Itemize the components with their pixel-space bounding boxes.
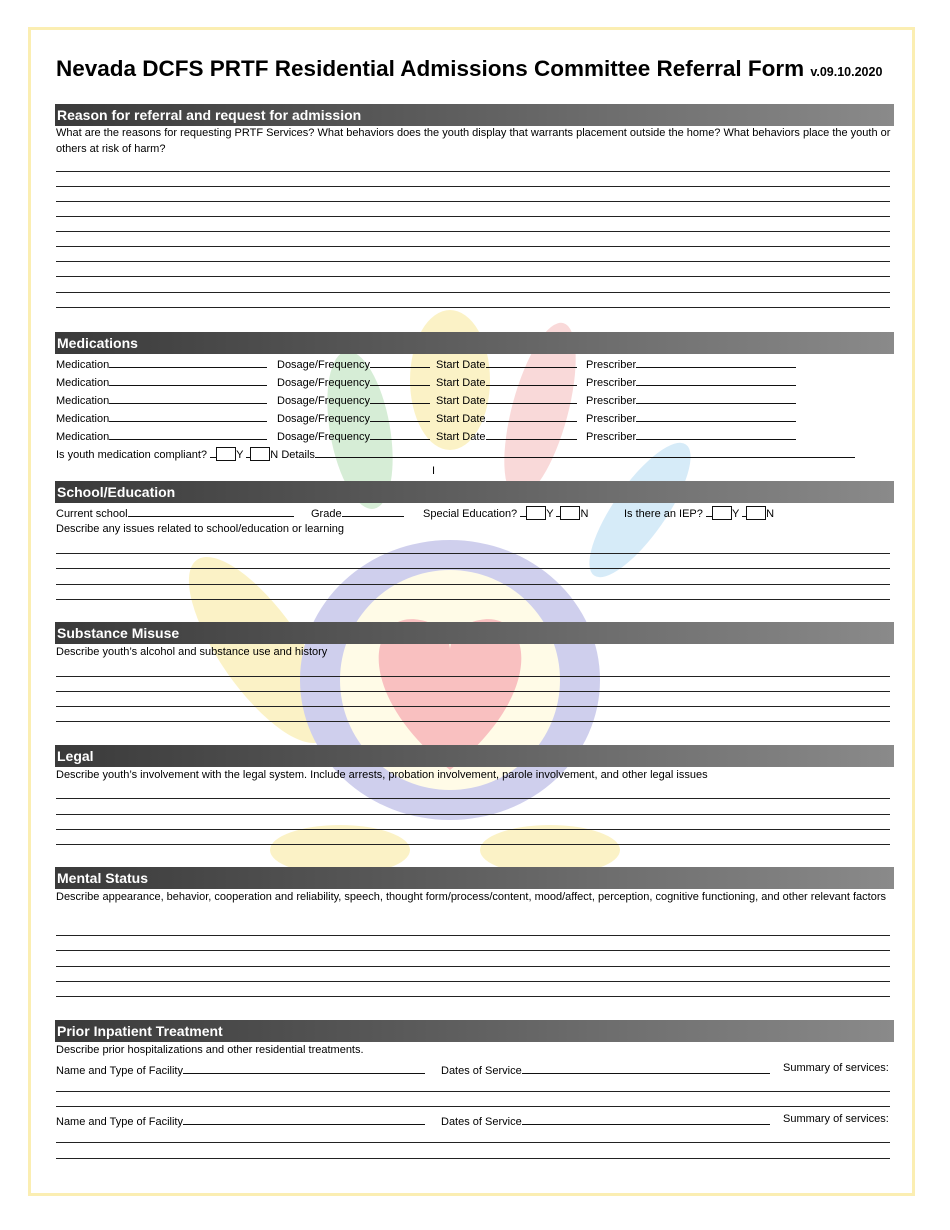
medication-field[interactable] [109,410,267,422]
dosage-field[interactable] [370,392,430,404]
section-header-medications: Medications [55,332,894,354]
prescriber-field[interactable] [636,374,796,386]
prescriber-group [586,428,796,443]
answer-line[interactable] [56,1091,890,1092]
answer-line[interactable] [56,171,890,172]
medication-label: Medication [56,395,110,407]
start-date-group [436,428,577,443]
dates-group [441,1062,770,1077]
answer-line[interactable] [56,584,890,585]
start-date-group [436,374,577,389]
no-label: N [580,508,589,520]
dates-field[interactable] [522,1062,770,1074]
compliant-no-checkbox[interactable] [250,447,270,461]
answer-line[interactable] [56,996,890,997]
medication-label: Medication [56,377,110,389]
dosage-field[interactable] [370,428,430,440]
dosage-label: Dosage/Frequency [277,359,370,371]
answer-line[interactable] [56,1142,890,1143]
answer-line[interactable] [56,966,890,967]
medication-field[interactable] [109,374,267,386]
facility-group [56,1113,425,1128]
start-date-group [436,410,577,425]
grade-field[interactable] [342,505,404,517]
substance-prompt: Describe youth’s alcohol and substance use and history [56,646,328,658]
answer-line[interactable] [56,1106,890,1107]
prescriber-group [586,374,796,389]
medication-row [56,374,267,389]
answer-line[interactable] [56,1158,890,1159]
yes-label: Y [236,449,244,461]
special-ed-group [423,505,588,520]
start-date-field[interactable] [486,410,577,422]
start-date-group [436,392,577,407]
dosage-field[interactable] [370,356,430,368]
answer-line[interactable] [56,798,890,799]
answer-line[interactable] [56,981,890,982]
dosage-label: Dosage/Frequency [277,395,370,407]
answer-line[interactable] [56,950,890,951]
medication-field[interactable] [109,392,267,404]
answer-line[interactable] [56,599,890,600]
start-date-label: Start Date [436,359,486,371]
start-date-field[interactable] [486,392,577,404]
prescriber-group [586,410,796,425]
answer-line[interactable] [56,553,890,554]
dosage-field[interactable] [370,374,430,386]
medication-label: Medication [56,359,110,371]
current-school-field[interactable] [128,505,294,517]
answer-line[interactable] [56,292,890,293]
facility-label: Name and Type of Facility [56,1116,183,1128]
answer-line[interactable] [56,201,890,202]
start-date-field[interactable] [486,374,577,386]
prescriber-field[interactable] [636,356,796,368]
grade-label: Grade [311,508,342,520]
answer-line[interactable] [56,307,890,308]
medication-field[interactable] [109,428,267,440]
facility-group [56,1062,425,1077]
section-header-substance: Substance Misuse [55,622,894,644]
start-date-field[interactable] [486,428,577,440]
answer-line[interactable] [56,276,890,277]
summary-label: Summary of services: [783,1062,889,1074]
dates-label: Dates of Service [441,1065,522,1077]
prescriber-field[interactable] [636,410,796,422]
answer-line[interactable] [56,261,890,262]
prescriber-field[interactable] [636,392,796,404]
medication-field[interactable] [109,356,267,368]
legal-prompt: Describe youth’s involvement with the legal system. Include arrests, probation involvement, parole involvement, and other legal issues [56,769,708,781]
school-prompt: Describe any issues related to school/education or learning [56,523,344,535]
medication-row [56,428,267,443]
special-ed-label: Special Education? [423,508,518,520]
answer-line[interactable] [56,568,890,569]
section-header-legal: Legal [55,745,894,767]
form-title [56,56,882,82]
start-date-label: Start Date [436,395,486,407]
prescriber-group [586,392,796,407]
prescriber-label: Prescriber [586,377,637,389]
start-date-group [436,356,577,371]
dates-label: Dates of Service [441,1116,522,1128]
facility-label: Name and Type of Facility [56,1065,183,1077]
yes-label: Y [731,508,740,520]
start-date-label: Start Date [436,413,486,425]
special-ed-yes-checkbox[interactable] [526,506,546,520]
dates-group [441,1113,770,1128]
summary-label: Summary of services: [783,1113,889,1125]
answer-line[interactable] [56,829,890,830]
prescriber-label: Prescriber [586,431,637,443]
dosage-label: Dosage/Frequency [277,377,370,389]
dosage-group [277,374,430,389]
mental-prompt: Describe appearance, behavior, cooperation and reliability, speech, thought form/process/content, mood/affect, perception, cognitive functioning, and other relevant factors [56,891,886,903]
answer-line[interactable] [56,814,890,815]
dosage-group [277,428,430,443]
answer-line[interactable] [56,246,890,247]
current-school-group [56,505,294,520]
section-header-school: School/Education [55,481,894,503]
medication-row [56,356,267,371]
no-label: N [270,449,279,461]
no-label: N [766,508,775,520]
medication-row [56,392,267,407]
iep-group [624,505,774,520]
form-title-text: Nevada DCFS PRTF Residential Admissions Committee Referral Form [56,56,805,81]
iep-yes-checkbox[interactable] [712,506,732,520]
medication-label: Medication [56,413,110,425]
section-header-reason: Reason for referral and request for admission [55,104,894,126]
dosage-group [277,392,430,407]
compliance-row [56,446,855,461]
dosage-group [277,410,430,425]
answer-line[interactable] [56,691,890,692]
iep-label: Is there an IEP? [624,508,703,520]
section-header-mental: Mental Status [55,867,894,889]
dosage-field[interactable] [370,410,430,422]
yes-label: Y [546,508,554,520]
dosage-label: Dosage/Frequency [277,413,370,425]
answer-line[interactable] [56,186,890,187]
prescriber-label: Prescriber [586,359,637,371]
compliant-label: Is youth medication compliant? [56,449,208,461]
dates-field[interactable] [522,1113,770,1125]
answer-line[interactable] [56,676,890,677]
prescriber-label: Prescriber [586,395,637,407]
compliant-yes-checkbox[interactable] [216,447,236,461]
medication-row [56,410,267,425]
answer-line[interactable] [56,231,890,232]
special-ed-no-checkbox[interactable] [560,506,580,520]
facility-field[interactable] [183,1113,425,1125]
facility-field[interactable] [183,1062,425,1074]
current-school-label: Current school [56,508,128,520]
answer-line[interactable] [56,706,890,707]
start-date-label: Start Date [436,377,486,389]
prescriber-label: Prescriber [586,413,637,425]
answer-line[interactable] [56,216,890,217]
reason-prompt: What are the reasons for requesting PRTF Services? What behaviors does the youth display that warrants placement outside the home? What behaviors place the youth or others at risk of harm? [56,127,891,155]
start-date-field[interactable] [486,356,577,368]
prescriber-group [586,356,796,371]
answer-line[interactable] [56,935,890,936]
details-label: Details [281,449,315,461]
start-date-label: Start Date [436,431,486,443]
dosage-label: Dosage/Frequency [277,431,370,443]
dosage-group [277,356,430,371]
grade-group [311,505,404,520]
prescriber-field[interactable] [636,428,796,440]
answer-line[interactable] [56,721,890,722]
form-version: v.09.10.2020 [810,65,883,79]
iep-no-checkbox[interactable] [746,506,766,520]
answer-line[interactable] [56,844,890,845]
section-header-prior: Prior Inpatient Treatment [55,1020,894,1042]
medication-label: Medication [56,431,110,443]
details-field[interactable] [315,446,855,458]
prior-prompt: Describe prior hospitalizations and other residential treatments. [56,1044,364,1056]
stray-mark: I [432,465,436,477]
